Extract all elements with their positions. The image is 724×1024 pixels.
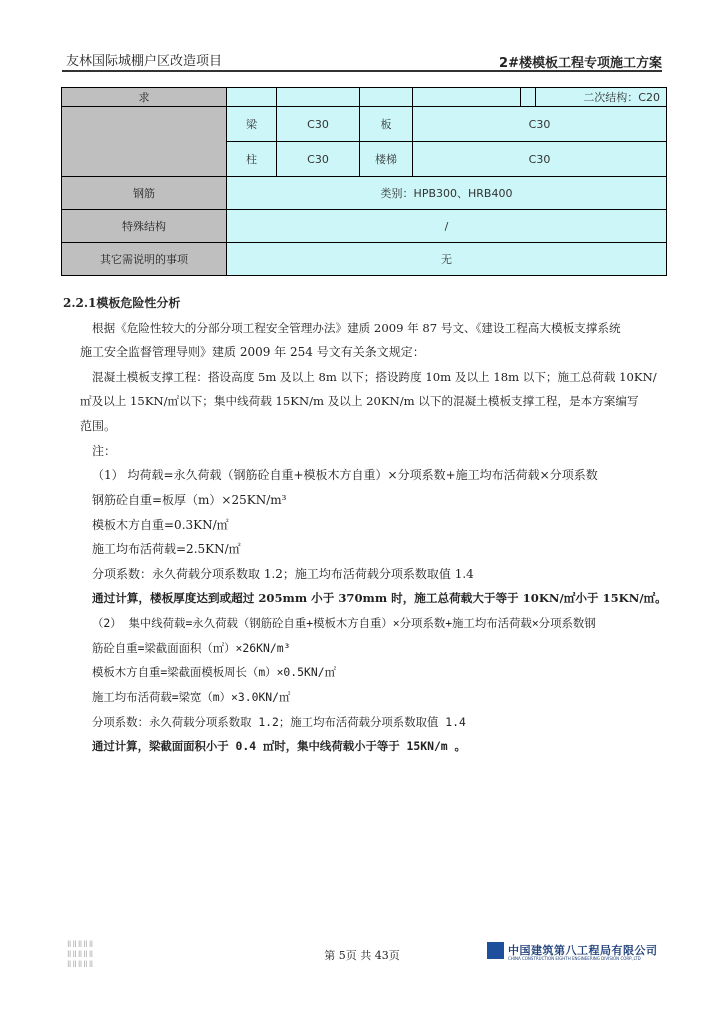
table-row [62, 88, 667, 107]
page-header [62, 50, 662, 71]
column-label: 柱 [227, 142, 277, 177]
other-notes-value: 无 [227, 243, 667, 276]
rebar-label: 钢筋 [62, 177, 227, 210]
note-line: 施工均布活荷载=2.5KN/㎡ [92, 542, 241, 556]
paragraph-line: 范围。 [80, 419, 117, 433]
note-line: 分项系数：永久荷载分项系数取 1.2；施工均布活荷载分项系数取值 1.4 [92, 567, 474, 581]
note-line: 施工均布活荷载=梁宽（m）×3.0KN/㎡ [92, 690, 291, 704]
conclusion-line: 通过计算，梁截面面积小于 0.4 ㎡时，集中线荷载小于等于 15KN/m 。 [92, 739, 466, 753]
table-row [62, 210, 667, 243]
table-cell-requirement: 求 [62, 88, 227, 107]
note-line: 钢筋砼自重=板厚（m）×25KN/m³ [92, 493, 287, 507]
footer-decoration: ⅡⅡⅡⅡⅡ ⅡⅡⅡⅡⅡ ⅡⅡⅡⅡⅡ [67, 940, 95, 970]
company-logo-icon [487, 942, 504, 959]
table-row [62, 177, 667, 210]
stair-value: C30 [413, 142, 667, 177]
note-label: 注： [92, 444, 117, 458]
project-name: 友林国际城棚户区改造项目 [66, 54, 223, 69]
spec-table [61, 87, 667, 276]
secondary-structure-cell: 二次结构：C20 [536, 88, 667, 107]
paragraph-line: 混凝土模板支撑工程：搭设高度 5m 及以上 8m 以下；搭设跨度 10m 及以上 18m 以下；施工总荷载 10KN/ [92, 370, 657, 384]
paragraph-line: ㎡及以上 15KN/㎡以下；集中线荷载 15KN/m 及以上 20KN/m 以下的混凝土模板支撑工程，是本方案编写 [80, 394, 639, 408]
company-name-cn: 中国建筑第八工程局有限公司 [508, 944, 658, 957]
table-row [62, 243, 667, 276]
note-line: 筋砼自重=梁截面面积（㎡）×26KN/m³ [92, 641, 291, 655]
note-line: （1） 均荷载=永久荷载（钢筋砼自重+模板木方自重）×分项系数+施工均布活荷载×分项系数 [92, 468, 598, 482]
table-row [62, 107, 667, 142]
company-name-en: CHINA CONSTRUCTION EIGHTH ENGINEERING DIVISION CORP.,LTD [508, 956, 641, 961]
section-title: 2.2.1模板危险性分析 [63, 296, 181, 310]
special-structure-value: / [227, 210, 667, 243]
document-title: 2#楼模板工程专项施工方案 [499, 56, 662, 71]
stair-label: 楼梯 [360, 142, 413, 177]
column-value: C30 [277, 142, 360, 177]
other-notes-label: 其它需说明的事项 [62, 243, 227, 276]
page-number: 第 5页 共 43页 [324, 949, 400, 962]
slab-value: C30 [413, 107, 667, 142]
note-line: 模板木方自重=梁截面模板周长（m）×0.5KN/㎡ [92, 665, 336, 679]
rebar-value: 类别：HPB300、HRB400 [227, 177, 667, 210]
special-structure-label: 特殊结构 [62, 210, 227, 243]
paragraph-line: 根据《危险性较大的分部分项工程安全管理办法》建质 2009 年 87 号文、《建设工程高大模板支撑系统 [92, 321, 621, 335]
note-line: （2） 集中线荷载=永久荷载（钢筋砼自重+模板木方自重）×分项系数+施工均布活荷载×分项系数钢 [92, 616, 596, 630]
paragraph-line: 施工安全监督管理导则》建质 2009 年 254 号文有关条文规定： [80, 345, 425, 359]
note-line: 分项系数：永久荷载分项系数取 1.2；施工均布活荷载分项系数取值 1.4 [92, 715, 466, 729]
header-rule [62, 70, 662, 72]
conclusion-line: 通过计算，楼板厚度达到或超过 205mm 小于 370mm 时，施工总荷载大于等于 10KN/㎡小于 15KN/㎡。 [92, 591, 667, 605]
note-line: 模板木方自重=0.3KN/㎡ [92, 518, 229, 532]
slab-label: 板 [360, 107, 413, 142]
beam-label: 梁 [227, 107, 277, 142]
beam-value: C30 [277, 107, 360, 142]
